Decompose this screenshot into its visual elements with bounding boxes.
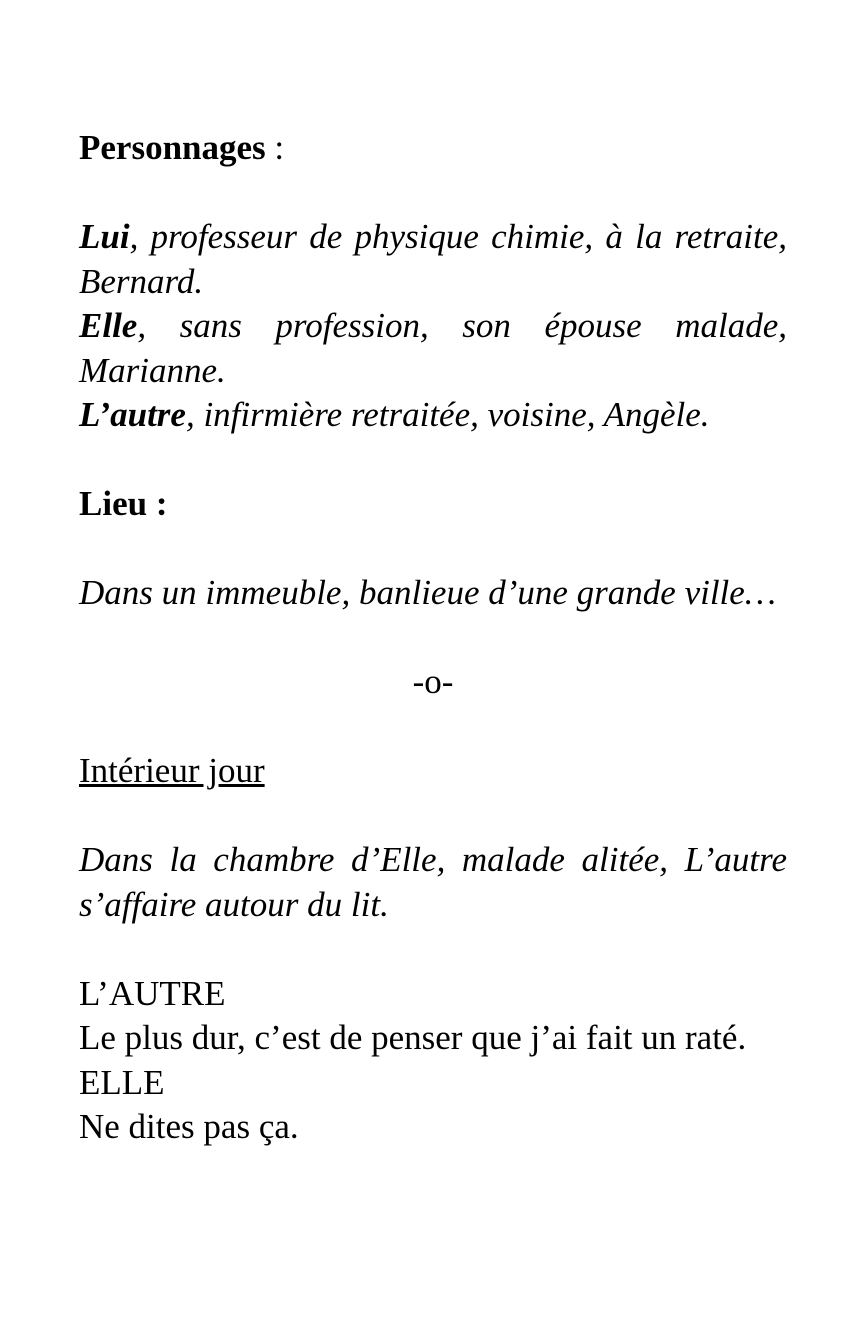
character-description: , infirmière retraitée, voisine, Angèle. [185,395,710,434]
speaker-name: L’AUTRE [79,973,226,1013]
personnages-label: Personnages [79,128,266,167]
scene-heading-line [79,749,787,794]
speaker-name: ELLE [79,1062,165,1102]
dialogue-line: Le plus dur, c’est de penser que j’ai fait un raté. [79,1018,747,1057]
lieu-heading: Lieu : [79,484,168,523]
character-description: , professeur de physique chimie, à la retraite, Bernard. [79,217,787,301]
lieu-text: Dans un immeuble, banlieue d’une grande ville… [79,573,776,612]
personnages-heading [79,126,787,171]
spacer [79,927,787,972]
character-entry-lautre [79,393,787,438]
spacer [79,616,787,661]
character-entry-elle [79,304,787,393]
character-entry-lui [79,215,787,304]
document-page [79,126,787,1150]
spacer [79,527,787,572]
character-name: Elle [79,306,138,345]
spacer [79,705,787,750]
spacer [79,794,787,839]
personnages-colon: : [265,128,285,167]
scene-heading: Intérieur jour [79,751,265,790]
character-name: Lui [79,217,130,256]
spacer [79,438,787,483]
dialogue-line: Ne dites pas ça. [79,1107,299,1146]
spacer [79,171,787,216]
character-name: L’autre [79,395,186,434]
character-description: , sans profession, son épouse malade, Marianne. [79,306,787,390]
stage-direction: Dans la chambre d’Elle, malade alitée, L’autre s’affaire autour du lit. [79,840,787,924]
scene-separator: -o- [412,662,454,701]
